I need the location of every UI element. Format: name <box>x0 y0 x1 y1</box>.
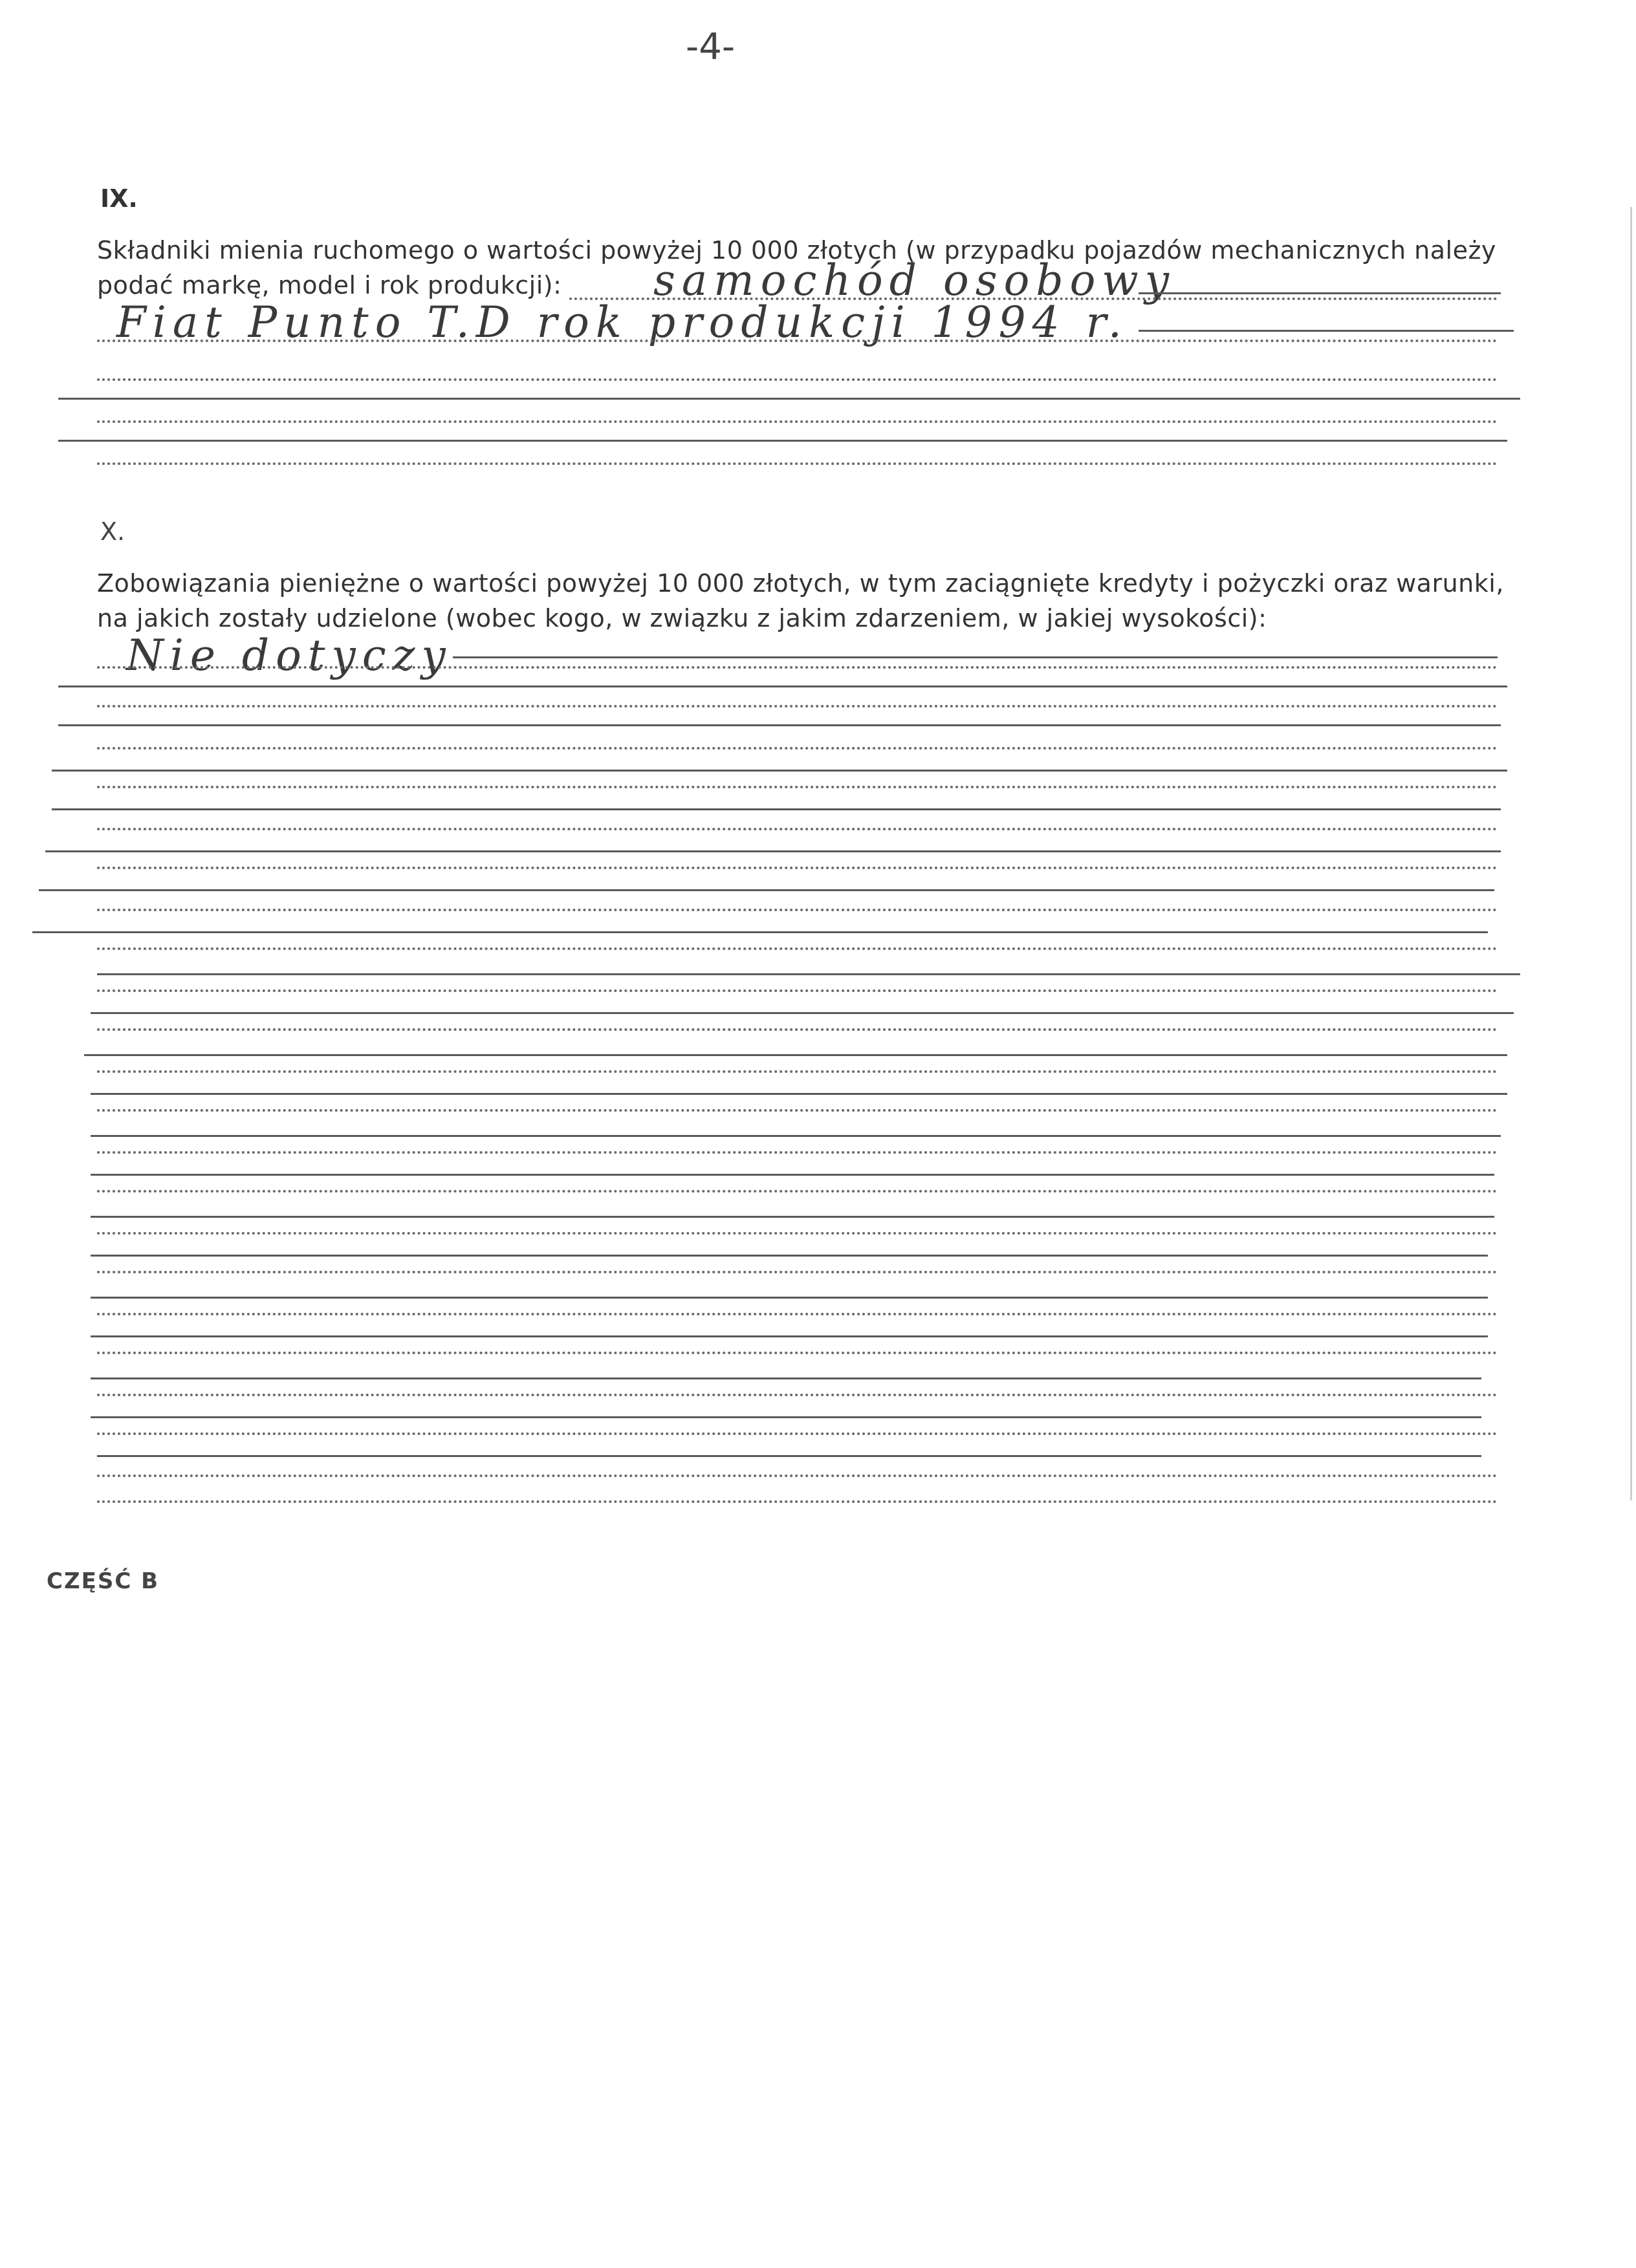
section-ix-strike-line <box>1139 330 1514 332</box>
section-x-answer-dotted-line <box>97 747 1498 750</box>
section-x-strike-line <box>97 973 1520 975</box>
section-x-answer-dotted-line <box>97 786 1498 788</box>
section-ix-answer-line1: samochód osobowy <box>653 255 1176 305</box>
section-x-answer-dotted-line <box>97 1474 1498 1477</box>
section-x-answer-dotted-line <box>97 1070 1498 1073</box>
section-x-answer-dotted-line <box>97 1352 1498 1354</box>
section-ix-answer-dotted-line <box>97 420 1498 423</box>
section-ix-answer-line2: Fiat Punto T.D rok produkcji 1994 r. <box>116 297 1128 347</box>
section-x-prompt-text: Zobowiązania pieniężne o wartości powyżej 10 000 złotych, w tym zaciągnięte kredyty i pożyczki oraz warunki, na jakich zostały udzielone (wobec kogo, w związku z jakim zdarzeniem, w jakiej wysokości): <box>97 569 1504 632</box>
section-x-strike-line <box>91 1255 1488 1257</box>
section-x-answer-dotted-line <box>97 1028 1498 1031</box>
section-ix-answer-dotted-line <box>569 297 1498 300</box>
section-ix-mark: IX. <box>100 184 138 213</box>
section-x-answer-dotted-line <box>97 1500 1498 1503</box>
section-x-answer-dotted-line <box>97 705 1498 707</box>
section-ix-answer-dotted-line <box>97 340 1498 342</box>
section-ix-strike-line <box>58 398 1520 400</box>
section-x-strike-line <box>52 770 1507 772</box>
section-x-answer-dotted-line <box>97 1313 1498 1315</box>
section-x-answer-dotted-line <box>97 867 1498 869</box>
section-x-prompt <box>97 566 1507 636</box>
section-x-answer-dotted-line <box>97 1232 1498 1235</box>
page-number: -4- <box>686 26 736 68</box>
section-ix-answer-dotted-line <box>97 462 1498 465</box>
section-x-strike-line <box>91 1135 1501 1137</box>
section-x-strike-line <box>91 1012 1514 1014</box>
page-edge-shadow <box>1630 207 1632 1500</box>
section-x-answer-dotted-line <box>97 666 1498 669</box>
section-ix-prompt-text: Składniki mienia ruchomego o wartości powyżej 10 000 złotych (w przypadku pojazdów mechanicznych należy podać markę, model i rok produkcji): <box>97 236 1496 299</box>
section-x-answer-dotted-line <box>97 1271 1498 1273</box>
section-x-answer-line1: Nie dotyczy <box>126 631 452 680</box>
section-x-strike-line <box>58 686 1507 687</box>
section-x-strike-line <box>32 931 1488 933</box>
section-x-strike-line <box>91 1174 1494 1176</box>
section-x-strike-line <box>91 1297 1488 1299</box>
section-x-strike-line <box>58 724 1501 726</box>
section-x-answer-dotted-line <box>97 1394 1498 1396</box>
section-x-strike-line <box>453 656 1498 658</box>
section-x-answer-dotted-line <box>97 947 1498 950</box>
section-x-strike-line <box>91 1335 1488 1337</box>
part-b-label: CZĘŚĆ B <box>47 1568 160 1594</box>
section-x-answer-dotted-line <box>97 909 1498 911</box>
section-x-mark: X. <box>100 517 125 546</box>
section-ix-strike-line <box>58 440 1507 442</box>
section-x-strike-line <box>84 1054 1507 1056</box>
section-x-strike-line <box>91 1216 1494 1218</box>
section-ix-answer-dotted-line <box>97 378 1498 381</box>
section-x-strike-line <box>52 808 1501 810</box>
section-ix-strike-line <box>1139 292 1501 294</box>
section-x-strike-line <box>97 1455 1481 1457</box>
section-x-strike-line <box>45 850 1501 852</box>
section-x-answer-dotted-line <box>97 1190 1498 1193</box>
section-x-strike-line <box>91 1377 1481 1379</box>
section-x-strike-line <box>91 1416 1481 1418</box>
section-x-answer-dotted-line <box>97 1151 1498 1154</box>
section-x-answer-dotted-line <box>97 989 1498 992</box>
section-x-strike-line <box>39 889 1494 891</box>
section-x-answer-dotted-line <box>97 828 1498 830</box>
section-x-answer-dotted-line <box>97 1109 1498 1112</box>
section-x-strike-line <box>91 1093 1507 1095</box>
section-x-answer-dotted-line <box>97 1432 1498 1435</box>
